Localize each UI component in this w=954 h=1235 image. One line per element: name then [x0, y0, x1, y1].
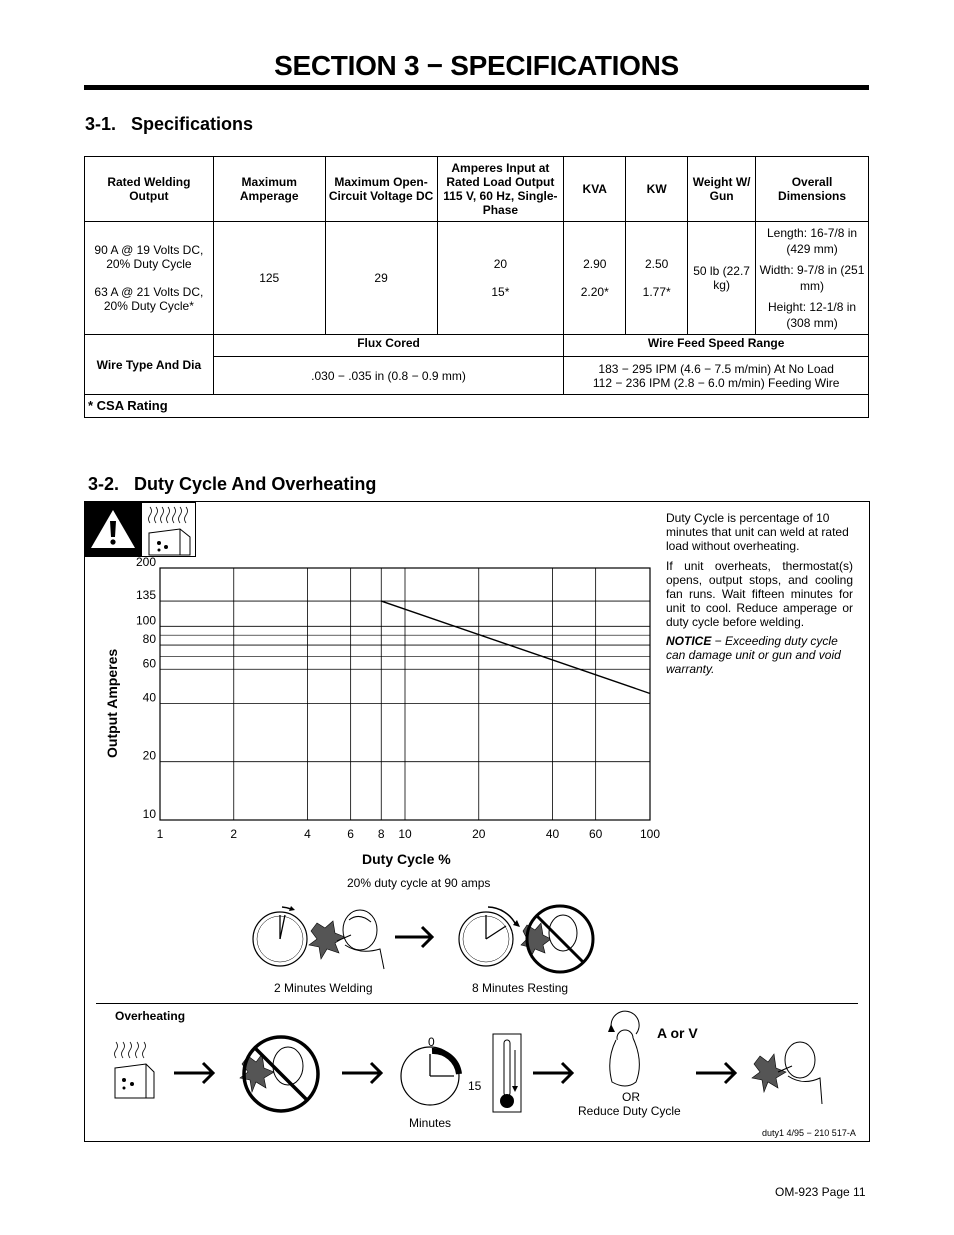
overheat-description: If unit overheats, thermostat(s) opens, output stops, and cooling fan runs. Wait fifteen minutes for unit to cool. Reduce amperage or duty cycle before welding. — [666, 559, 853, 629]
amps-input-2: 15* — [491, 285, 510, 299]
arrow-icon — [395, 927, 432, 947]
wire-diameter: .030 − .035 in (0.8 − 0.9 mm) — [213, 357, 564, 395]
page-title: SECTION 3 − SPECIFICATIONS — [274, 50, 679, 81]
reduce-duty-label: Reduce Duty Cycle — [578, 1104, 681, 1118]
x-tick-label: 2 — [230, 827, 238, 841]
divider — [96, 1003, 858, 1004]
notice-text — [666, 634, 853, 676]
wire-type-label: Wire Type And Dia — [85, 335, 214, 395]
cooling-timer-icon — [401, 1047, 459, 1105]
resting-label: 8 Minutes Resting — [472, 981, 569, 995]
dim-width: Width: 9-7/8 in (251 mm) — [759, 263, 865, 293]
x-tick-label: 8 — [377, 827, 385, 841]
no-welding-icon — [521, 906, 593, 972]
a-or-v-label: A or V — [657, 1025, 698, 1041]
wire-feed-cell — [564, 357, 869, 395]
section-3-1-heading: 3-1. Specifications — [85, 114, 254, 134]
wire-feed-no-load: 183 − 295 IPM (4.6 − 7.5 m/min) At No Load — [598, 361, 834, 376]
duty-cycle-chart — [100, 555, 670, 885]
duty-cycle-description: Duty Cycle is percentage of 10 minutes that unit can weld at rated load without overheating. — [666, 511, 849, 553]
y-tick-label: 60 — [142, 656, 156, 671]
header-rated-output: Rated Welding Output — [85, 157, 214, 222]
or-label: OR — [622, 1090, 640, 1104]
arrow-icon — [174, 1063, 213, 1083]
clock-welding-icon — [253, 906, 307, 966]
dial-0-label: 0 — [428, 1035, 435, 1049]
page-footer: OM-923 Page 11 — [775, 1185, 866, 1199]
max-amperage-value: 125 — [213, 222, 325, 335]
no-welding-icon — [240, 1037, 318, 1111]
notice-label: NOTICE — [666, 634, 712, 648]
x-tick-label: 6 — [347, 827, 354, 841]
x-tick-label: 20 — [472, 827, 486, 841]
title-rule — [84, 85, 869, 90]
flux-cored-label: Flux Cored — [213, 335, 564, 357]
kva-2: 2.20* — [580, 285, 609, 299]
figure-reference: duty1 4/95 − 210 517-A — [762, 1128, 856, 1138]
wire-feed-label: Wire Feed Speed Range — [564, 335, 869, 357]
hot-machine-icon — [141, 502, 196, 557]
wire-feed-feeding: 112 − 236 IPM (2.8 − 6.0 m/min) Feeding Wire — [592, 375, 840, 390]
overheating-illustration — [108, 1010, 838, 1125]
dial-15-label: 15 — [468, 1079, 482, 1093]
rated-output-cell — [85, 222, 214, 335]
y-tick-label: 10 — [142, 807, 156, 821]
x-tick-label: 4 — [304, 827, 311, 841]
warning-icon — [85, 502, 141, 557]
hot-machine-icon — [115, 1042, 155, 1098]
x-tick-label: 10 — [398, 827, 412, 841]
rated-output-1: 90 A @ 19 Volts DC, 20% Duty Cycle — [94, 243, 204, 271]
welding-label: 2 Minutes Welding — [274, 981, 373, 995]
y-axis-label: Output Amperes — [104, 648, 120, 758]
arrow-icon — [533, 1063, 572, 1083]
header-ocv: Maximum Open-Circuit Voltage DC — [325, 157, 437, 222]
rated-output-2: 63 A @ 21 Volts DC, 20% Duty Cycle* — [94, 285, 204, 313]
table-header-row — [85, 157, 869, 222]
thermometer-icon — [493, 1034, 521, 1112]
header-max-amperage: Maximum Amperage — [213, 157, 325, 222]
x-axis-label: Duty Cycle % — [362, 851, 451, 867]
clock-resting-icon — [459, 907, 520, 966]
x-tick-label: 1 — [156, 827, 164, 841]
x-tick-label: 100 — [639, 827, 661, 841]
dimensions-cell — [756, 222, 869, 335]
y-tick-label: 80 — [142, 632, 156, 647]
y-tick-label: 135 — [135, 588, 156, 603]
notice-body: − Exceeding duty cycle can damage unit or gun and void warranty. — [666, 634, 841, 676]
kw-1: 2.50 — [645, 257, 669, 271]
y-tick-label: 200 — [135, 555, 156, 569]
kva-cell — [564, 222, 626, 335]
csa-note: * CSA Rating — [85, 395, 869, 418]
table-row — [85, 395, 869, 418]
header-dimensions: Overall Dimensions — [756, 157, 869, 222]
header-amps-input: Amperes Input at Rated Load Output 115 V, 60 Hz, Single-Phase — [437, 157, 564, 222]
table-row — [85, 335, 869, 357]
arrow-icon — [696, 1063, 735, 1083]
header-weight: Weight W/ Gun — [688, 157, 756, 222]
dim-height: Height: 12-1/8 in (308 mm) — [768, 300, 857, 330]
kw-2: 1.77* — [642, 285, 671, 299]
amps-input-1: 20 — [493, 257, 508, 271]
minutes-label: Minutes — [409, 1116, 452, 1130]
header-kw: KW — [626, 157, 688, 222]
x-tick-label: 60 — [588, 827, 603, 841]
table-row — [85, 222, 869, 335]
header-kva: KVA — [564, 157, 626, 222]
amps-input-cell — [437, 222, 564, 335]
duty-cycle-line — [381, 601, 650, 693]
section-3-2-heading: 3-2. Duty Cycle And Overheating — [88, 474, 377, 494]
kva-1: 2.90 — [583, 257, 607, 271]
duty-caption: 20% duty cycle at 90 amps — [347, 876, 491, 890]
weight-value: 50 lb (22.7 kg) — [688, 222, 756, 335]
specifications-table — [84, 156, 869, 418]
ocv-value: 29 — [325, 222, 437, 335]
welder-icon — [309, 910, 384, 969]
kw-cell — [626, 222, 688, 335]
y-tick-label: 40 — [142, 690, 156, 705]
arrow-icon — [342, 1063, 381, 1083]
y-tick-label: 100 — [135, 613, 156, 628]
y-tick-label: 20 — [142, 748, 156, 763]
adjust-knob-icon — [608, 1011, 639, 1086]
welder-icon — [752, 1042, 822, 1104]
dim-length: Length: 16-7/8 in (429 mm) — [767, 226, 858, 256]
overheating-title: Overheating — [115, 1009, 186, 1023]
welding-timing-illustration — [245, 895, 605, 975]
x-tick-label: 40 — [545, 827, 560, 841]
